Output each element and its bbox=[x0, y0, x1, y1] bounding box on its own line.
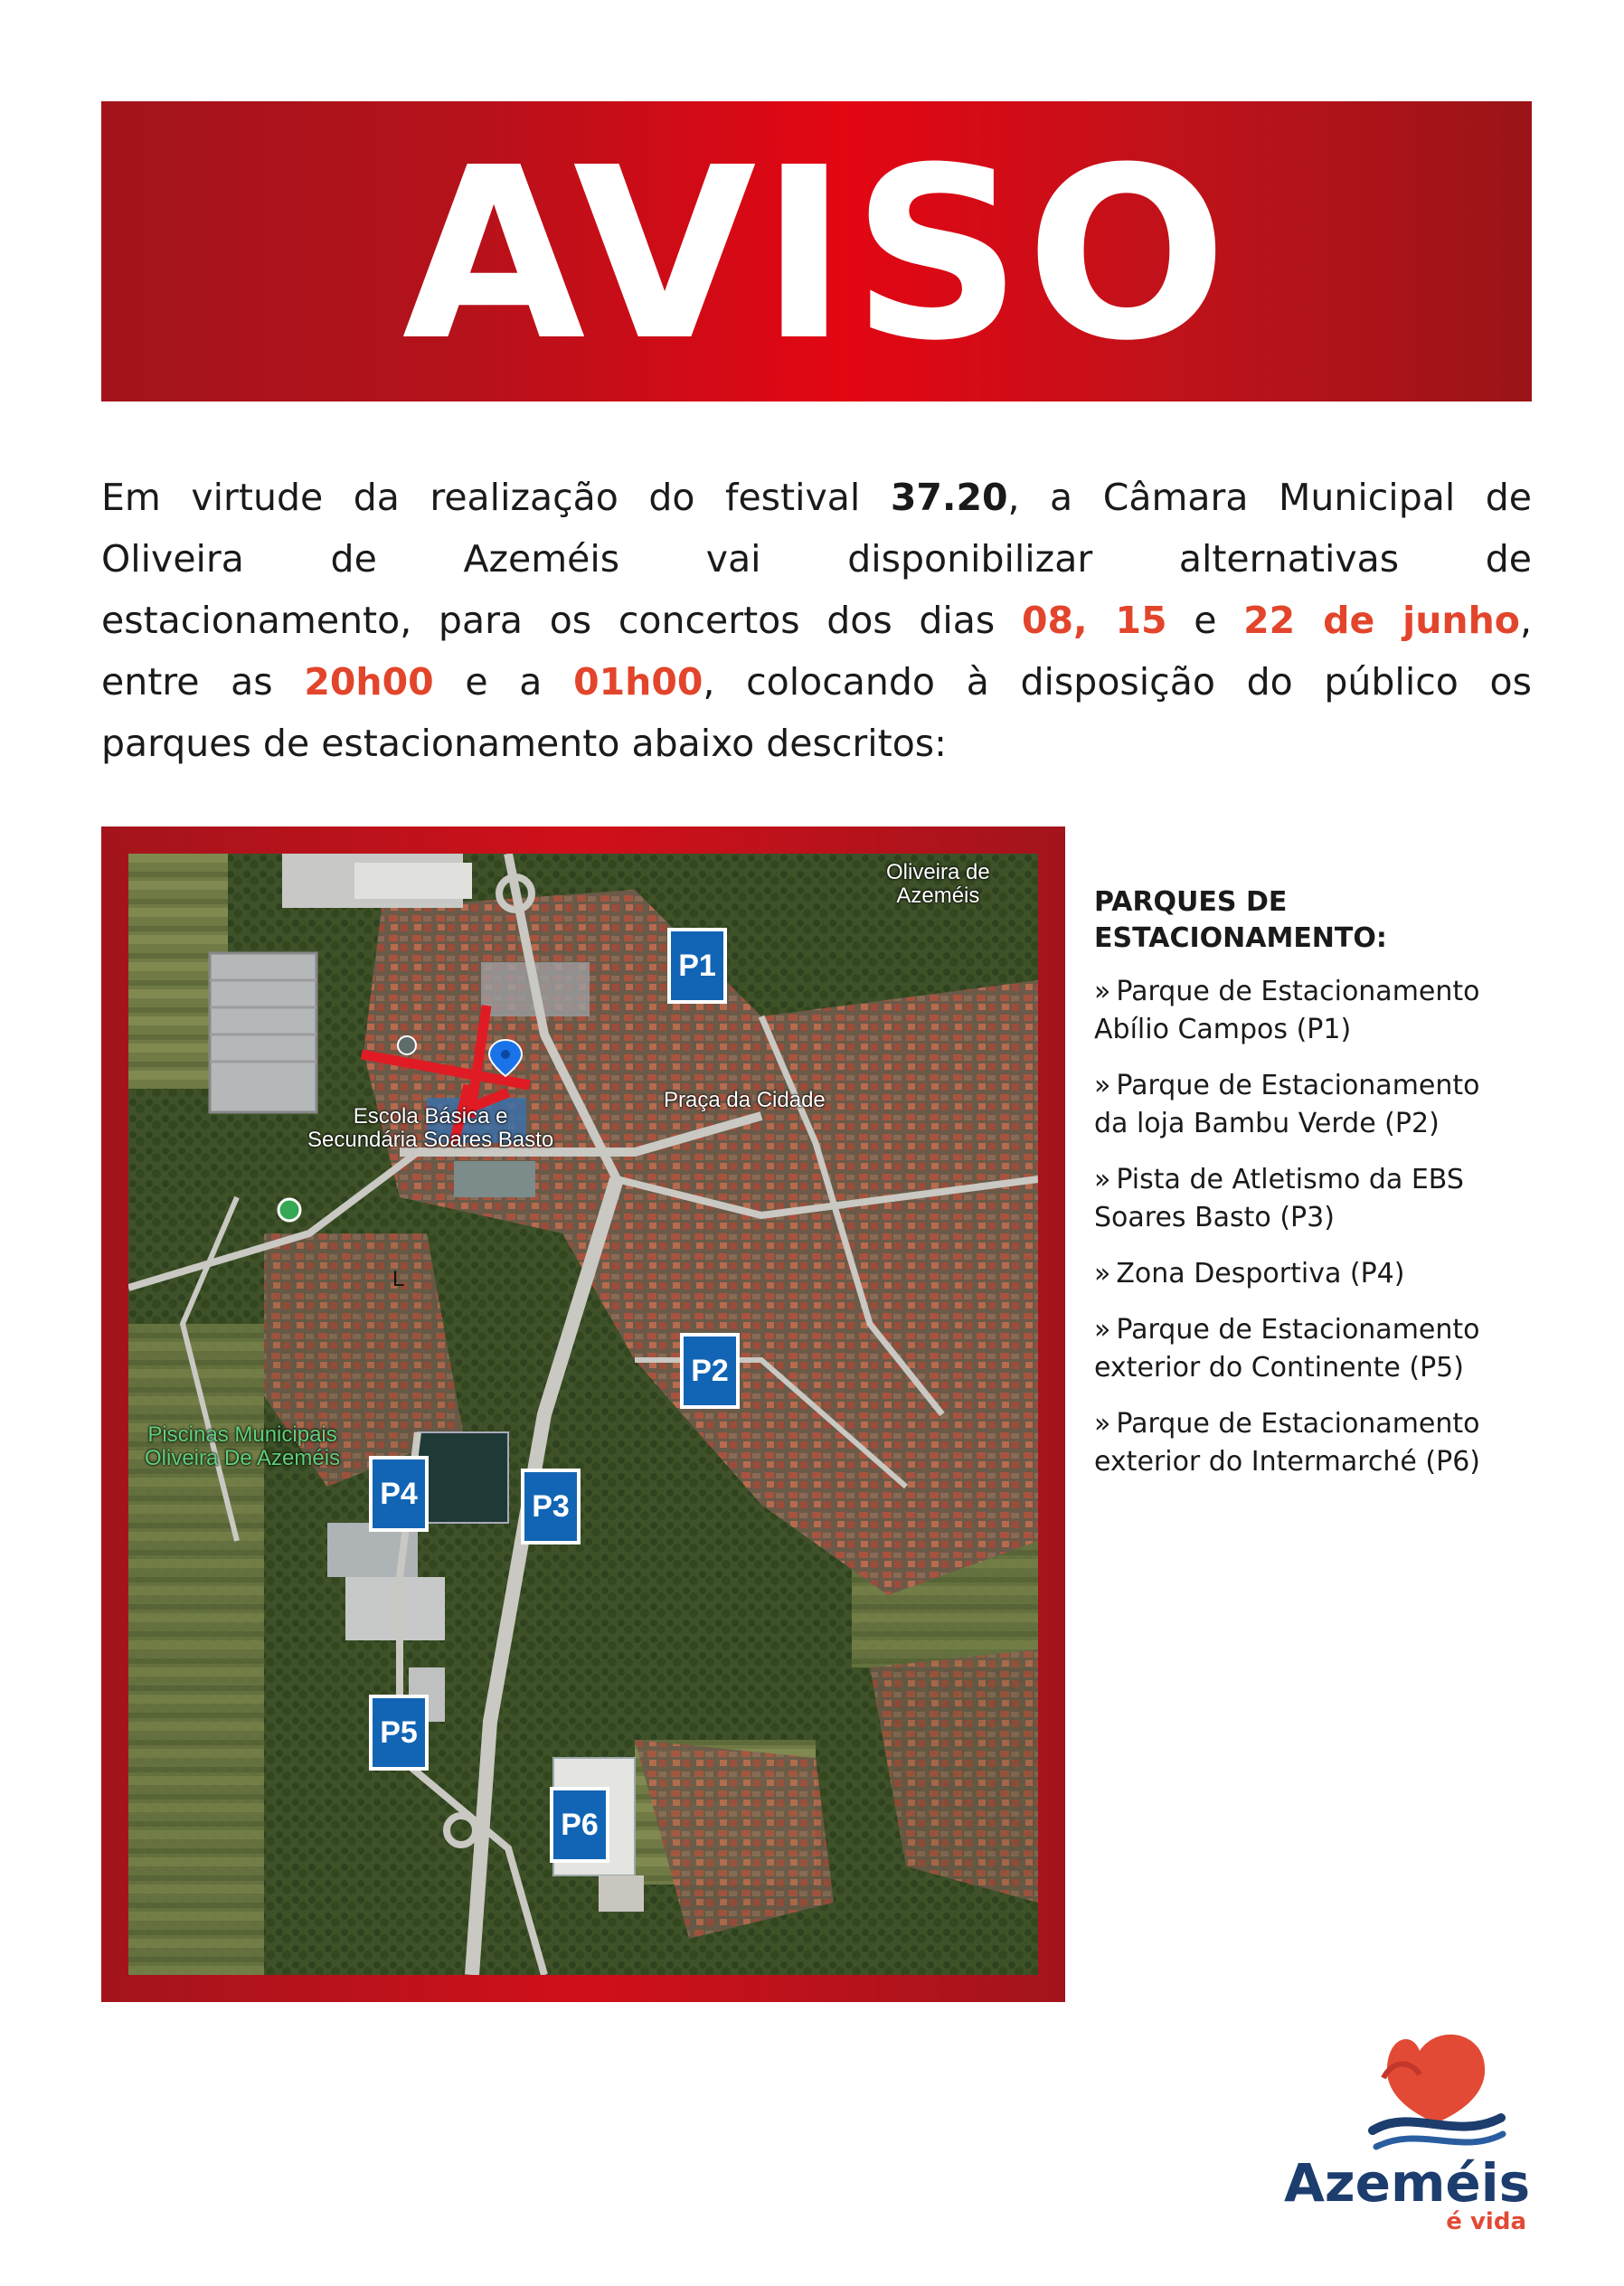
page-title: AVISO bbox=[401, 117, 1232, 392]
parking-badge-p2: P2 bbox=[680, 1333, 740, 1409]
parking-item-name: Parque de Estacionamento bbox=[1116, 1408, 1480, 1440]
intro-text: Em virtude da realização do festival bbox=[101, 476, 891, 519]
parking-badge-p1: P1 bbox=[667, 928, 727, 1004]
heading-line: PARQUES DE bbox=[1094, 886, 1288, 918]
parking-item-p2 bbox=[1094, 1067, 1537, 1143]
aerial-map bbox=[128, 854, 1038, 1975]
bullet: » bbox=[1094, 1314, 1111, 1346]
intro-text: , a Câmara Municipal de bbox=[1007, 476, 1533, 519]
parking-item-p6 bbox=[1094, 1405, 1537, 1481]
parking-item-name: Parque de Estacionamento bbox=[1116, 976, 1480, 1007]
parking-item-name: Parque de Estacionamento bbox=[1116, 1314, 1480, 1346]
parking-item-detail: exterior do Intermarché (P6) bbox=[1094, 1446, 1480, 1478]
parking-item-name: Pista de Atletismo da EBS bbox=[1116, 1164, 1464, 1195]
parking-item-detail: Abílio Campos (P1) bbox=[1094, 1014, 1352, 1045]
logo-wordmark: Azeméis bbox=[1284, 2152, 1531, 2214]
parking-item-p4 bbox=[1094, 1255, 1537, 1293]
bullet: » bbox=[1094, 1258, 1111, 1289]
parking-item-name: Zona Desportiva (P4) bbox=[1116, 1258, 1405, 1289]
festival-name: 37.20 bbox=[890, 476, 1008, 519]
aviso-banner bbox=[101, 101, 1532, 401]
parking-badge-p3: P3 bbox=[521, 1469, 581, 1544]
intro-paragraph bbox=[101, 467, 1532, 774]
parking-badge-p5: P5 bbox=[369, 1695, 429, 1771]
map-label-praca: Praça da Cidade bbox=[664, 1088, 826, 1112]
end-time: 01h00 bbox=[573, 660, 703, 704]
intro-line-3 bbox=[101, 590, 1532, 651]
intro-line-1 bbox=[101, 467, 1532, 528]
bullet: » bbox=[1094, 1408, 1111, 1440]
bullet: » bbox=[1094, 1164, 1111, 1195]
parking-item-p1 bbox=[1094, 973, 1537, 1049]
intro-text: estacionamento, para os concertos dos dias bbox=[101, 599, 1022, 642]
logo-tagline: é vida bbox=[1446, 2208, 1526, 2235]
bullet: » bbox=[1094, 1070, 1111, 1101]
concert-date-month: 22 de junho bbox=[1243, 599, 1520, 642]
concert-dates: 08, 15 bbox=[1021, 599, 1167, 642]
intro-line-4 bbox=[101, 651, 1532, 713]
parking-list bbox=[1094, 884, 1537, 1499]
intro-line-2: Oliveira de Azeméis vai disponibilizar alternativas de bbox=[101, 537, 1532, 581]
parking-item-name: Parque de Estacionamento bbox=[1116, 1070, 1480, 1101]
parking-item-detail: Soares Basto (P3) bbox=[1094, 1202, 1335, 1233]
start-time: 20h00 bbox=[304, 660, 434, 704]
parking-badge-p6: P6 bbox=[550, 1787, 609, 1863]
parking-list-heading bbox=[1094, 884, 1537, 957]
heading-line: ESTACIONAMENTO: bbox=[1094, 922, 1387, 954]
map-label-piscinas: Piscinas Municipais Oliveira De Azeméis bbox=[145, 1422, 341, 1470]
map-label-escola: Escola Básica e Secundária Soares Basto bbox=[307, 1104, 554, 1152]
bullet: » bbox=[1094, 976, 1111, 1007]
azemeis-logo bbox=[1284, 2024, 1537, 2235]
intro-text: e bbox=[1166, 599, 1244, 642]
intro-text: e a bbox=[433, 660, 574, 704]
parking-item-p5 bbox=[1094, 1311, 1537, 1387]
intro-text: entre as bbox=[101, 660, 305, 704]
parking-item-detail: exterior do Continente (P5) bbox=[1094, 1352, 1464, 1384]
intro-text: , bbox=[1519, 599, 1533, 642]
svg-text:L: L bbox=[392, 1267, 405, 1291]
parking-item-p3 bbox=[1094, 1161, 1537, 1237]
intro-text: , colocando à disposição do público os bbox=[703, 660, 1532, 704]
parking-badge-p4: P4 bbox=[369, 1456, 429, 1532]
map-label-town: Oliveira de Azeméis bbox=[886, 860, 990, 908]
intro-line-5: parques de estacionamento abaixo descritos: bbox=[101, 722, 947, 765]
parking-item-detail: da loja Bambu Verde (P2) bbox=[1094, 1108, 1440, 1139]
map-frame bbox=[101, 827, 1065, 2002]
heart-wave-icon bbox=[1284, 2024, 1537, 2159]
